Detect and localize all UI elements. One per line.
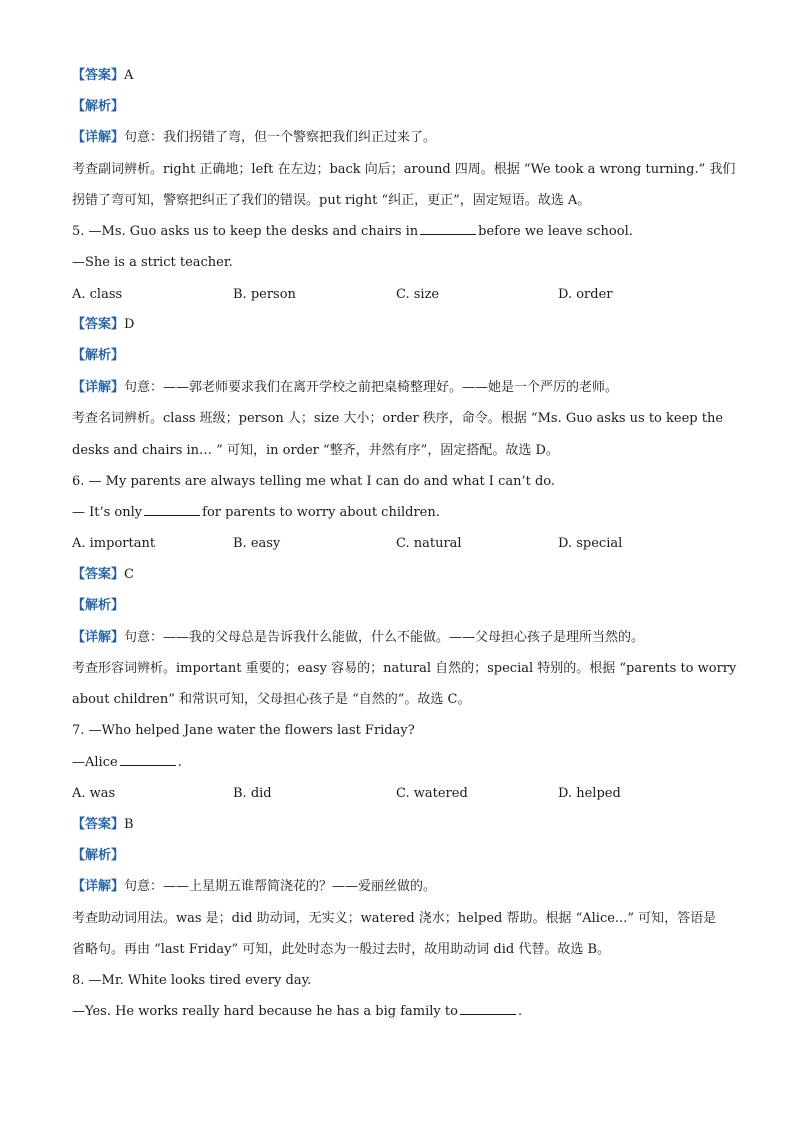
bracket-label: 【答案】 [72, 567, 125, 582]
question-text-before: —Alice [72, 755, 118, 770]
question-line [72, 503, 722, 523]
answer-blank [420, 222, 476, 235]
option-b: B. person [233, 287, 296, 302]
section-label-line [72, 565, 722, 585]
option-c: C. size [396, 287, 440, 302]
line-text: B [124, 817, 134, 832]
question-line [72, 1002, 722, 1022]
option-c: C. natural [396, 536, 462, 551]
bracket-label: 【详解】 [72, 380, 125, 395]
line-text: D [124, 317, 135, 332]
option-a: A. class [72, 287, 123, 302]
bracket-label: 【详解】 [72, 130, 125, 145]
text-line: 6. — My parents are always telling me what I can do and what I can’t do. [72, 474, 556, 489]
bracket-label: 【解析】 [72, 848, 125, 863]
bracket-label: 【答案】 [72, 68, 125, 83]
question-text-after: . [517, 1004, 523, 1019]
section-label-line [72, 315, 722, 335]
text-line: 7. —Who helped Jane water the flowers last Friday? [72, 723, 415, 738]
option-b: B. did [233, 786, 272, 801]
question-text-before: —Yes. He works really hard because he has a big family to [72, 1004, 458, 1019]
line-text: 句意：——我的父母总是告诉我什么能做，什么不能做。——父母担心孩子是理所当然的。 [124, 630, 645, 645]
question-line [72, 753, 722, 773]
answer-options [72, 534, 722, 554]
bracket-label: 【详解】 [72, 879, 125, 894]
option-d: D. helped [558, 786, 621, 801]
question-text-after: for parents to worry about children. [202, 505, 440, 520]
bracket-label: 【详解】 [72, 630, 125, 645]
section-label-line [72, 378, 722, 398]
text-line: 考查助动词用法。was 是；did 助动词，无实义；watered 浇水；helped 帮助。根据 “Alice...” 可知，答语是 [72, 911, 717, 926]
section-label-line [72, 128, 722, 148]
line-text: 句意：我们拐错了弯，但一个警察把我们纠正过来了。 [124, 130, 437, 145]
bracket-label: 【解析】 [72, 598, 125, 613]
line-text: A [124, 68, 134, 83]
option-a: A. was [72, 786, 116, 801]
answer-blank [120, 753, 176, 766]
text-line: 8. —Mr. White looks tired every day. [72, 973, 312, 988]
section-label-line [72, 596, 722, 616]
question-text-after: before we leave school. [478, 224, 633, 239]
answer-blank [144, 503, 200, 516]
option-b: B. easy [233, 536, 281, 551]
bracket-label: 【答案】 [72, 817, 125, 832]
bracket-label: 【解析】 [72, 348, 125, 363]
text-line: 拐错了弯可知，警察把纠正了我们的错误。put right “纠正，更正”，固定短语。故选 A。 [72, 193, 591, 208]
line-text: 句意：——郭老师要求我们在离开学校之前把桌椅整理好。——她是一个严厉的老师。 [124, 380, 619, 395]
line-text: C [124, 567, 134, 582]
text-line: about children” 和常识可知，父母担心孩子是 “自然的”。故选 C。 [72, 692, 471, 707]
question-text-before: 5. —Ms. Guo asks us to keep the desks and chairs in [72, 224, 419, 239]
section-label-line [72, 628, 722, 648]
answer-blank [460, 1002, 516, 1015]
text-line: —She is a strict teacher. [72, 255, 233, 270]
section-label-line [72, 877, 722, 897]
text-line: 省略句。再由 “last Friday” 可知，此处时态为一般过去时，故用助动词 did 代替。故选 B。 [72, 942, 611, 957]
text-line: desks and chairs in… ” 可知，in order “整齐，井然有序”，固定搭配。故选 D。 [72, 443, 559, 458]
option-c: C. watered [396, 786, 468, 801]
question-text-before: — It’s only [72, 505, 143, 520]
section-label-line [72, 346, 722, 366]
section-label-line [72, 97, 722, 117]
question-line [72, 222, 722, 242]
line-text: 句意：——上星期五谁帮简浇花的？——爱丽丝做的。 [124, 879, 437, 894]
answer-options [72, 285, 722, 305]
bracket-label: 【解析】 [72, 99, 125, 114]
text-line: 考查名词辨析。class 班级；person 人；size 大小；order 秩序，命令。根据 “Ms. Guo asks us to keep the [72, 411, 724, 426]
option-d: D. special [558, 536, 623, 551]
answer-options [72, 784, 722, 804]
option-a: A. important [72, 536, 156, 551]
section-label-line [72, 846, 722, 866]
section-label-line [72, 66, 722, 86]
text-line: 考查副词辨析。right 正确地；left 在左边；back 向后；around 四周。根据 “We took a wrong turning.” 我们 [72, 162, 736, 177]
bracket-label: 【答案】 [72, 317, 125, 332]
text-line: 考查形容词辨析。important 重要的；easy 容易的；natural 自然的；special 特别的。根据 “parents to worry [72, 661, 737, 676]
question-text-after: . [177, 755, 182, 770]
option-d: D. order [558, 287, 613, 302]
section-label-line [72, 815, 722, 835]
